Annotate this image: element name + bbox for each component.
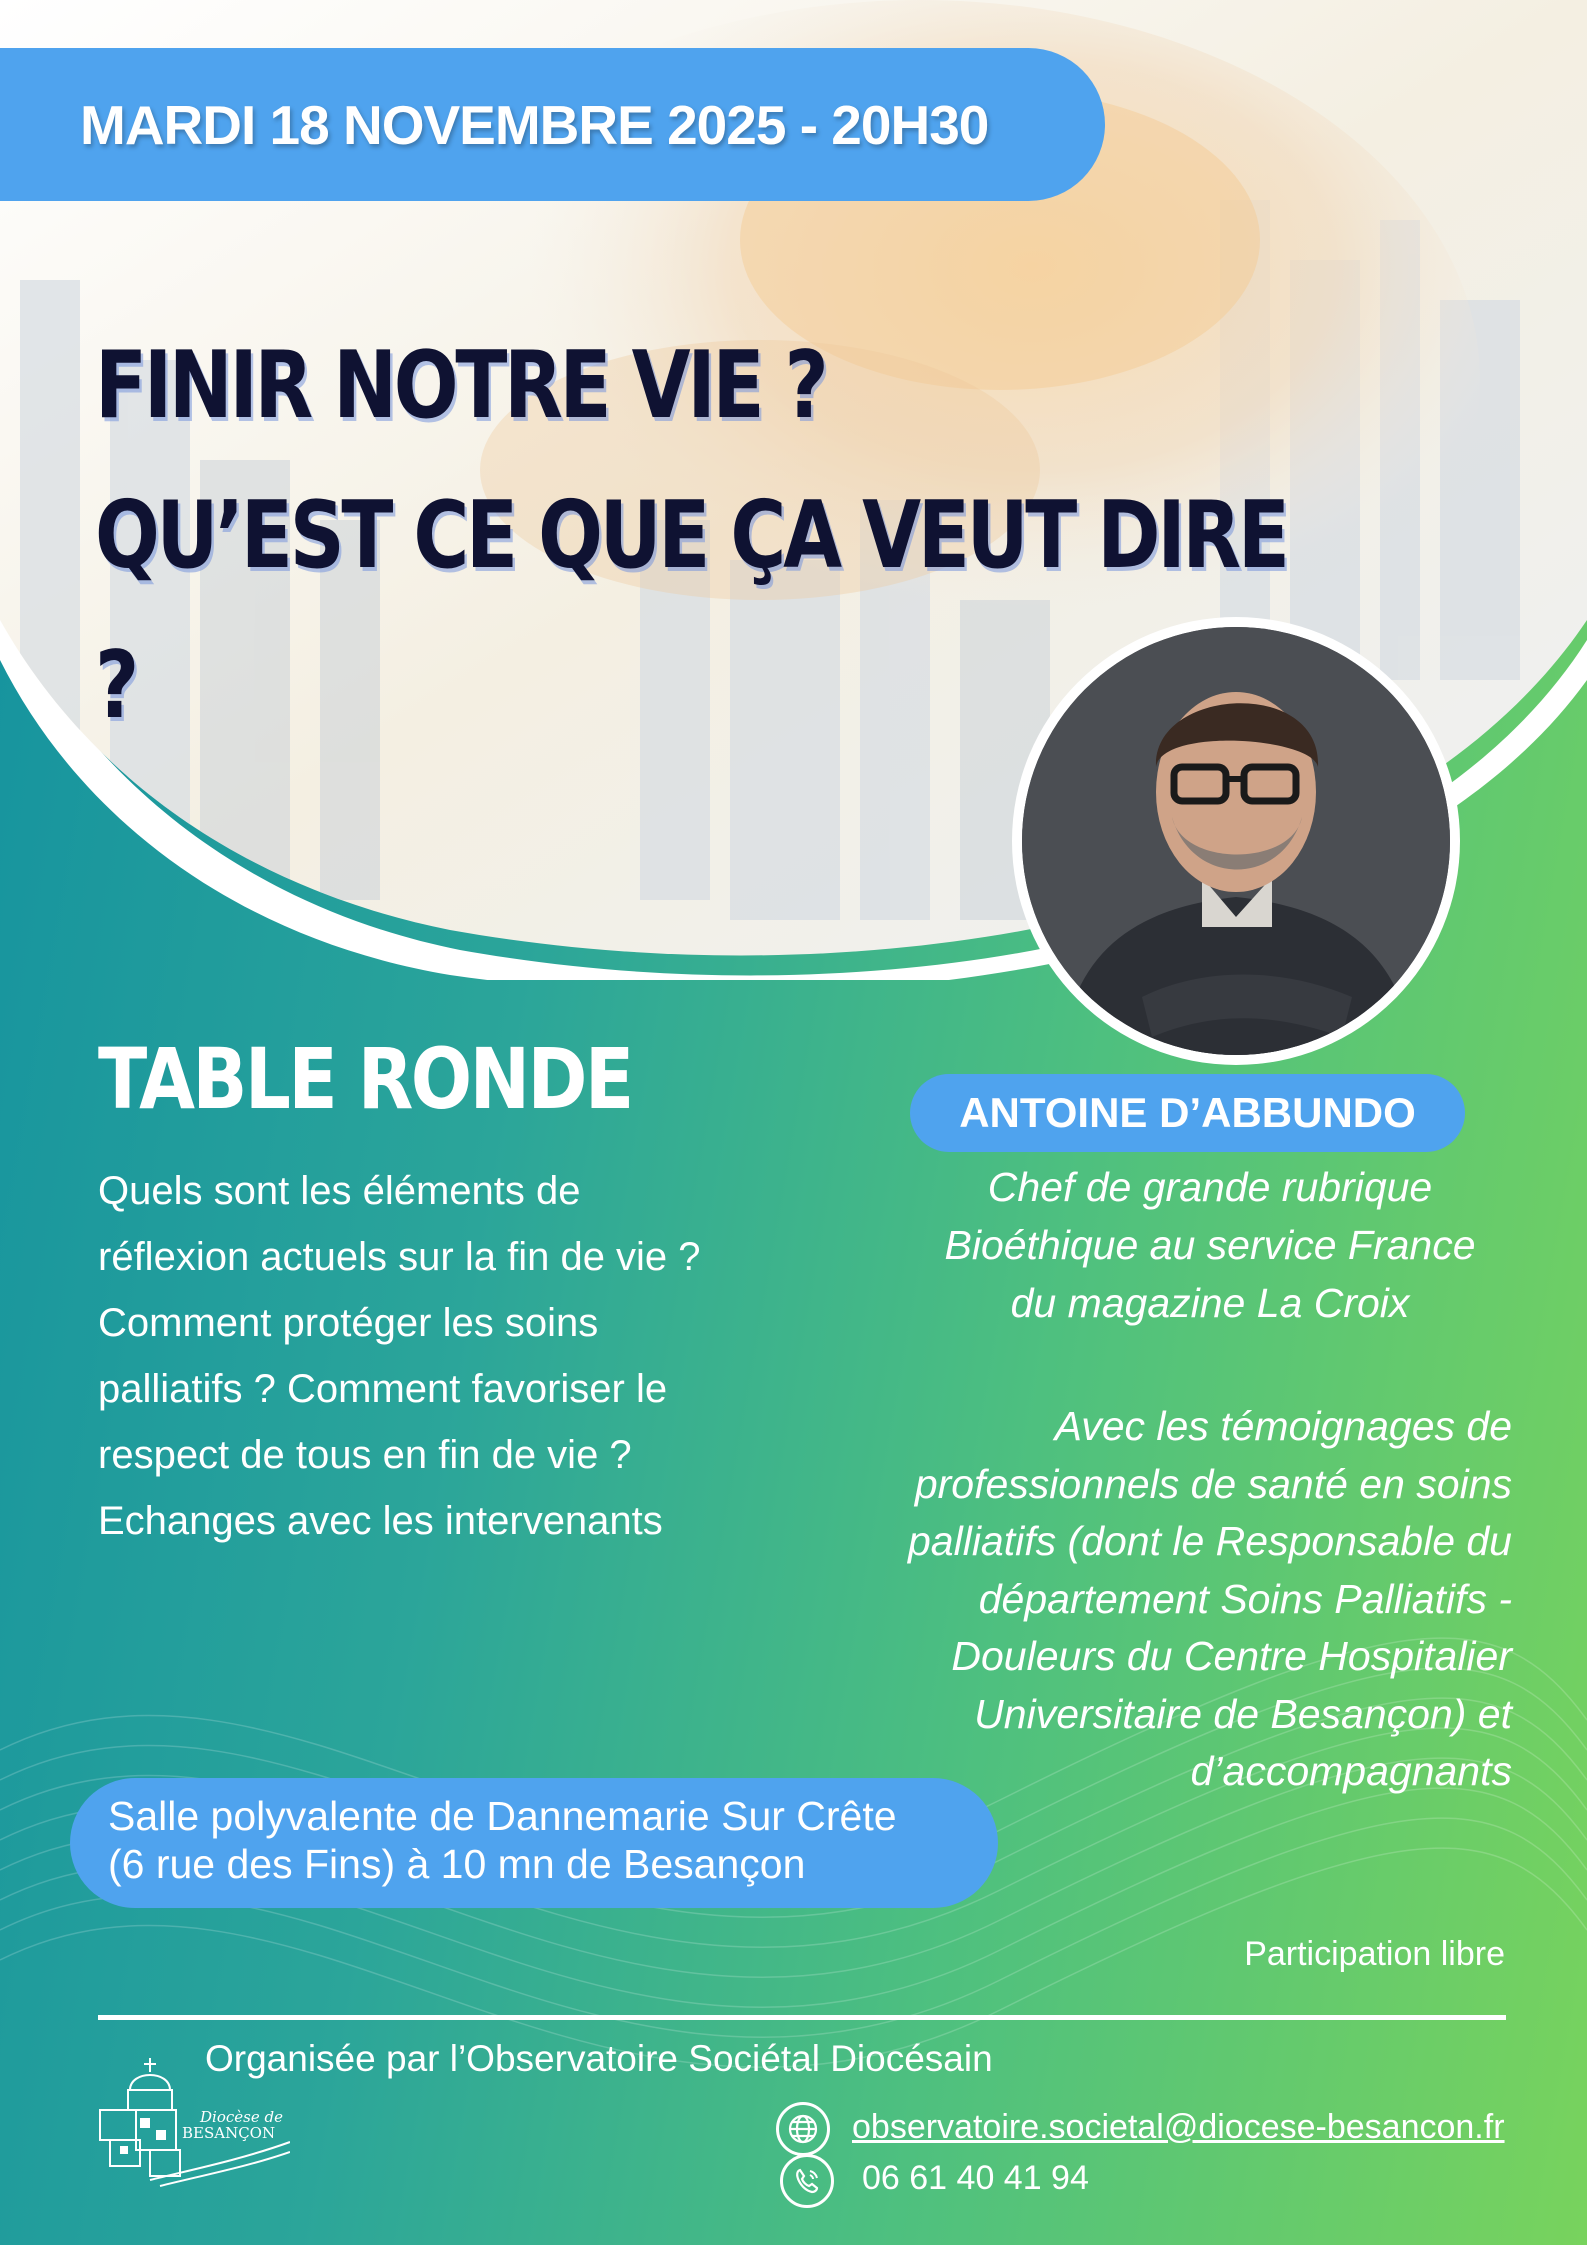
speaker-role-line: Bioéthique au service France (944, 1222, 1476, 1268)
venue-badge (70, 1778, 998, 1908)
testimony-text (790, 1398, 1512, 1801)
globe-icon (776, 2102, 830, 2156)
program-line: Echanges avec les intervenants (98, 1499, 663, 1543)
program-title: TABLE RONDE (98, 1030, 632, 1128)
speaker-role-line: du magazine La Croix (1010, 1280, 1410, 1326)
phone-icon (780, 2154, 834, 2208)
headline-line-2: QU’EST CE QUE ÇA VEUT DIRE ? (95, 481, 1287, 739)
venue-line-2: (6 rue des Fins) à 10 mn de Besançon (108, 1841, 806, 1887)
logo-text-line-2: BESANÇON (182, 2124, 276, 2142)
testimony-line: Avec les témoignages de (1054, 1403, 1512, 1449)
program-line: Quels sont les éléments de (98, 1169, 581, 1213)
program-line: palliatifs ? Comment favoriser le (98, 1367, 668, 1411)
phone-number: 06 61 40 41 94 (862, 2159, 1089, 2197)
testimony-line: professionnels de santé en soins (914, 1460, 1512, 1507)
testimony-line: d’accompagnants (1190, 1748, 1512, 1794)
testimony-line: Universitaire de Besançon) et (974, 1690, 1512, 1737)
event-date-banner (0, 48, 1105, 201)
logo-text-line-1: Diocèse de (200, 2108, 283, 2126)
testimony-line: Douleurs du Centre Hospitalier (951, 1633, 1512, 1679)
footer-divider (98, 2015, 1506, 2020)
testimony-line: département Soins Palliatifs - (978, 1575, 1512, 1622)
email-link[interactable]: observatoire.societal@diocese-besancon.fr (852, 2108, 1505, 2146)
participation-note: Participation libre (1244, 1935, 1505, 1973)
speaker-role-line: Chef de grande rubrique (987, 1164, 1433, 1210)
program-line: réflexion actuels sur la fin de vie ? (98, 1235, 701, 1279)
venue-line-1: Salle polyvalente de Dannemarie Sur Crête (108, 1793, 897, 1839)
testimony-line: palliatifs (dont le Responsable du (908, 1518, 1512, 1564)
speaker-portrait-photo (1022, 627, 1450, 1055)
program-line: Comment protéger les soins (98, 1301, 599, 1345)
speaker-name: ANTOINE D’ABBUNDO (959, 1089, 1416, 1136)
speaker-name-badge (910, 1074, 1465, 1152)
headline-line-1: FINIR NOTRE VIE ? (95, 331, 826, 439)
event-date-text: MARDI 18 NOVEMBRE 2025 - 20H30 (80, 93, 989, 156)
organiser-text: Organisée par l’Observatoire Sociétal Diocésain (205, 2038, 993, 2079)
program-line: respect de tous en fin de vie ? (98, 1433, 632, 1477)
speaker-role (880, 1158, 1540, 1332)
program-description (98, 1158, 798, 1554)
